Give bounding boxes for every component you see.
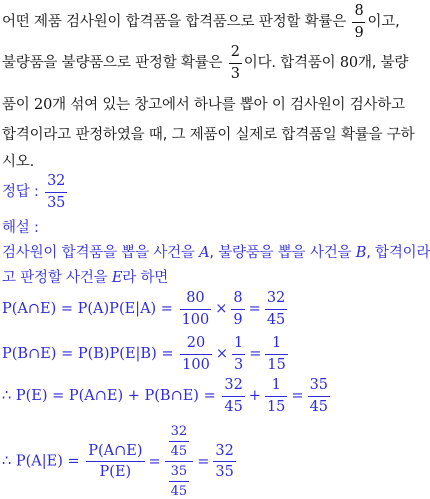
complex-fraction: $\frac{\frac{32}{45}}{\frac{35}{45}}$ bbox=[165, 425, 194, 498]
answer-line: 정답 : $\frac{32}{35}$ bbox=[2, 173, 66, 211]
explanation-line-2: 고 판정할 사건을 E라 하면 bbox=[2, 270, 169, 286]
problem-line-2: 불량품을 불량품으로 판정할 확률은 $\frac{2}{3}$ 이다. 합격품이 80개, 불량 bbox=[2, 44, 409, 82]
equation-2: P(B∩E) = P(B)P(E|B) = $\frac{20}{100}$ × $\frac{1}{3}$ = $\frac{1}{15}$ bbox=[2, 335, 286, 373]
problem-line-4: 합격이라고 판정하였을 때, 그 제품이 실제로 합격품일 확률을 구하 bbox=[2, 127, 415, 143]
equation-1: P(A∩E) = P(A)P(E|A) = $\frac{80}{100}$ × $\frac{8}{9}$ = $\frac{32}{45}$ bbox=[2, 290, 286, 328]
fraction-pass-probability: $\frac{8}{9}$ bbox=[354, 3, 364, 41]
explanation-label: 해설 : bbox=[2, 220, 39, 236]
problem-line-1: 어떤 제품 검사원이 합격품을 합격품으로 판정할 확률은 $\frac{8}{9}$ 이고, bbox=[2, 3, 400, 41]
problem-line-5: 시오. bbox=[2, 154, 35, 170]
problem-line-3: 품이 20개 섞여 있는 창고에서 하나를 뽑아 이 검사원이 검사하고 bbox=[2, 97, 405, 113]
equation-3: ∴ P(E) = P(A∩E) + P(B∩E) = $\frac{32}{45}$ + $\frac{1}{15}$ = $\frac{35}{45}$ bbox=[2, 377, 329, 415]
equation-4: ∴ P(A|E) = $\frac{P(A\cap E)}{P(E)}$ = $\frac{\frac{32}{45}}{\frac{35}{45}}$ = $\frac{32}{35}$ bbox=[2, 424, 234, 499]
answer-fraction: $\frac{32}{35}$ bbox=[47, 173, 66, 211]
explanation-line-1: 검사원이 합격품을 뽑을 사건을 A, 불량품을 뽑을 사건을 B, 합격이라 bbox=[2, 245, 430, 261]
fraction-fail-probability: $\frac{2}{3}$ bbox=[230, 44, 240, 82]
